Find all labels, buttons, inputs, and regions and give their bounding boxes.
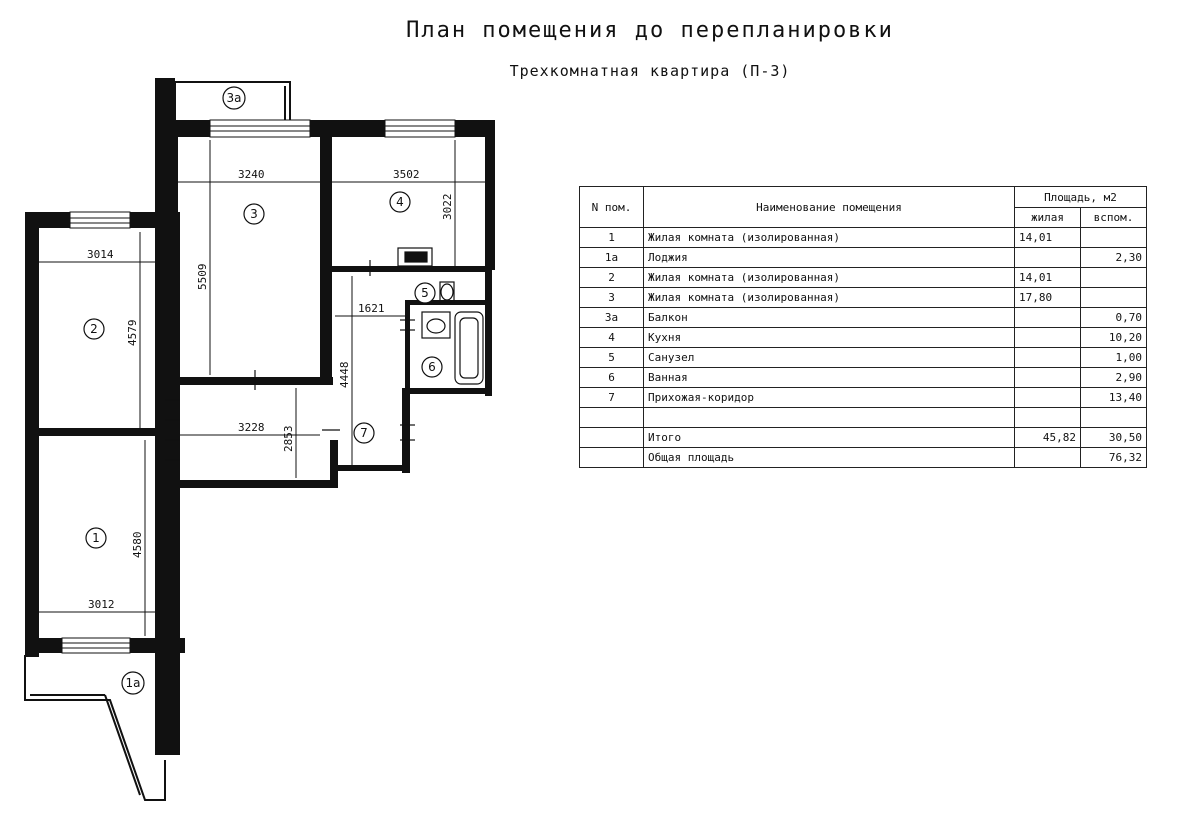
row-name: Жилая комната (изолированная) — [644, 288, 1015, 308]
dim-room4-width: 3502 — [393, 168, 420, 181]
table-row — [580, 328, 1147, 348]
row-name: Прихожая-коридор — [644, 388, 1015, 408]
header-aux: вспом. — [1081, 208, 1147, 228]
table-row — [580, 368, 1147, 388]
dim-room4-height: 3022 — [441, 193, 454, 220]
dim-room2-width: 3014 — [87, 248, 114, 261]
row-aux: 2,30 — [1081, 248, 1147, 268]
room-5-label: 5 — [421, 286, 429, 300]
row-living — [1015, 348, 1081, 368]
overall-name: Общая площадь — [644, 448, 1015, 468]
row-aux — [1081, 288, 1147, 308]
row-living: 17,80 — [1015, 288, 1081, 308]
table-row — [580, 348, 1147, 368]
page-subtitle: Трехкомнатная квартира (П-3) — [509, 62, 791, 80]
row-num: 6 — [580, 368, 644, 388]
row-num: 7 — [580, 388, 644, 408]
dim-hall-width: 1621 — [358, 302, 385, 315]
row-living: 14,01 — [1015, 228, 1081, 248]
row-aux: 0,70 — [1081, 308, 1147, 328]
total-name: Итого — [644, 428, 1015, 448]
table-row — [580, 288, 1147, 308]
dim-room3-width: 3240 — [238, 168, 265, 181]
row-name: Жилая комната (изолированная) — [644, 268, 1015, 288]
dim-corridor-height: 2853 — [282, 425, 295, 452]
sink-icon — [422, 312, 450, 338]
table-row-overall — [580, 448, 1147, 468]
total-aux: 30,50 — [1081, 428, 1147, 448]
room-2-label: 2 — [90, 322, 98, 336]
page-title: План помещения до перепланировки — [406, 18, 894, 43]
room-3a-label: 3а — [226, 91, 242, 105]
row-aux: 10,20 — [1081, 328, 1147, 348]
dim-room1-height: 4580 — [131, 531, 144, 558]
row-name: Ванная — [644, 368, 1015, 388]
row-living — [1015, 308, 1081, 328]
row-aux: 1,00 — [1081, 348, 1147, 368]
row-name: Лоджия — [644, 248, 1015, 268]
room-7-label: 7 — [360, 426, 368, 440]
dim-room2-height: 4579 — [126, 319, 139, 346]
row-name: Балкон — [644, 308, 1015, 328]
loggia-1a — [25, 655, 165, 800]
room-6-label: 6 — [428, 360, 436, 374]
total-living: 45,82 — [1015, 428, 1081, 448]
table-row — [580, 248, 1147, 268]
header-num: N пом. — [580, 187, 644, 228]
header-living: жилая — [1015, 208, 1081, 228]
header-area: Площадь, м2 — [1015, 187, 1147, 208]
table-row-total — [580, 428, 1147, 448]
row-name: Кухня — [644, 328, 1015, 348]
row-num: 3 — [580, 288, 644, 308]
header-name: Наименование помещения — [644, 187, 1015, 228]
dim-corridor-width: 3228 — [238, 421, 265, 434]
room-1a-label: 1а — [125, 676, 141, 690]
dim-room3-height: 5509 — [196, 263, 209, 290]
room-4-label: 4 — [396, 195, 404, 209]
row-aux: 13,40 — [1081, 388, 1147, 408]
row-aux — [1081, 228, 1147, 248]
table-row — [580, 388, 1147, 408]
room-1-label: 1 — [92, 531, 100, 545]
table-row — [580, 228, 1147, 248]
row-living: 14,01 — [1015, 268, 1081, 288]
row-num: 2 — [580, 268, 644, 288]
row-aux — [1081, 268, 1147, 288]
room-3-label: 3 — [250, 207, 258, 221]
toilet-icon — [440, 282, 454, 302]
table-row — [580, 308, 1147, 328]
row-aux: 2,90 — [1081, 368, 1147, 388]
bathtub-icon — [455, 312, 483, 384]
row-num: 4 — [580, 328, 644, 348]
table-row-blank — [580, 408, 1147, 428]
dim-hall-height: 4448 — [338, 361, 351, 388]
row-living — [1015, 388, 1081, 408]
dim-room1-width: 3012 — [88, 598, 115, 611]
row-living — [1015, 248, 1081, 268]
row-name: Санузел — [644, 348, 1015, 368]
row-name: Жилая комната (изолированная) — [644, 228, 1015, 248]
row-living — [1015, 328, 1081, 348]
row-num: 3а — [580, 308, 644, 328]
row-living — [1015, 368, 1081, 388]
area-table — [579, 186, 1147, 468]
overall-aux: 76,32 — [1081, 448, 1147, 468]
table-row — [580, 268, 1147, 288]
row-num: 1а — [580, 248, 644, 268]
row-num: 5 — [580, 348, 644, 368]
row-num: 1 — [580, 228, 644, 248]
